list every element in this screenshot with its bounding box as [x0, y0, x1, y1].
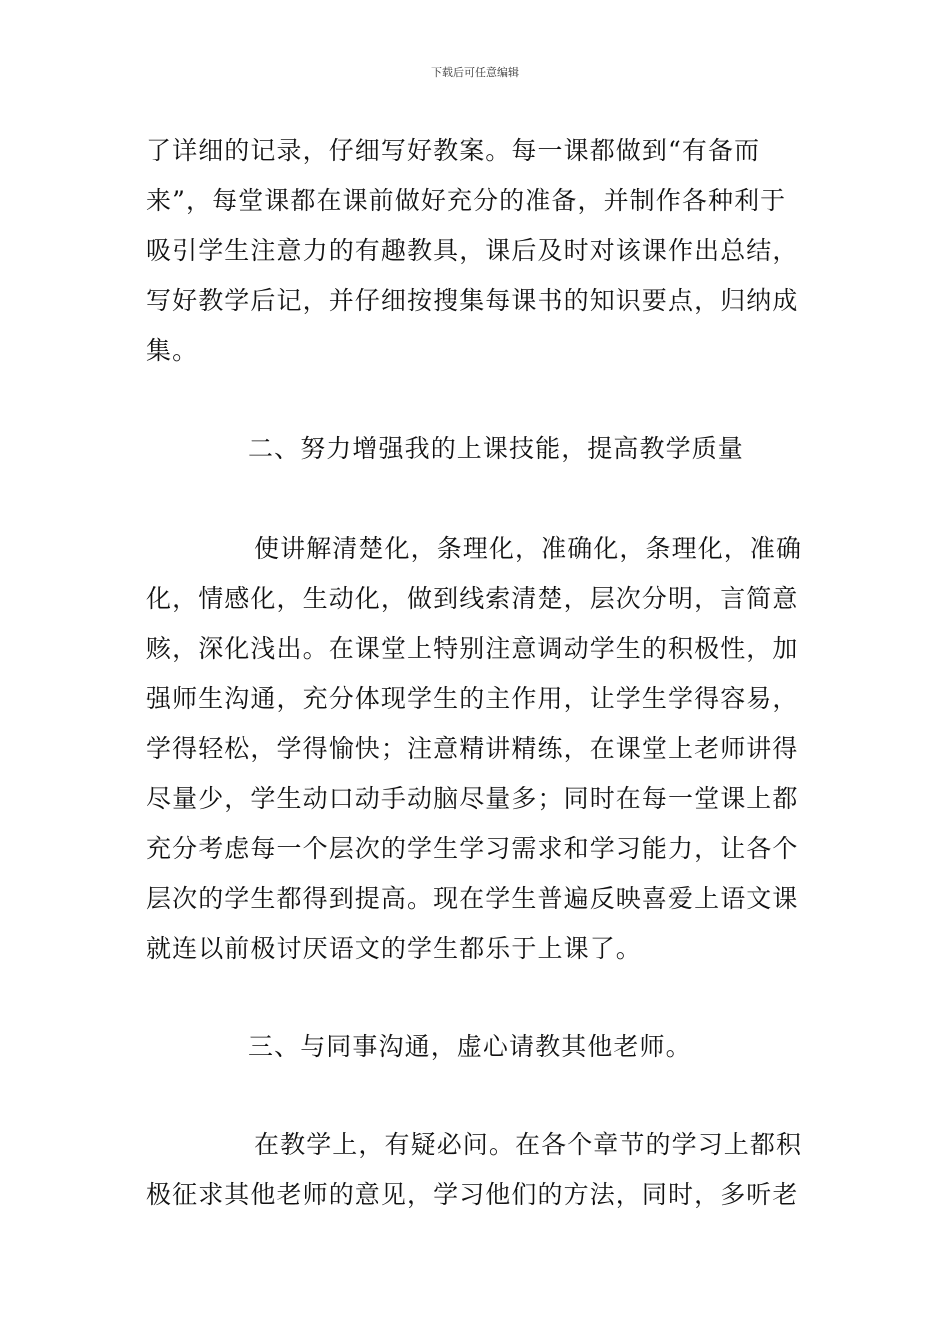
- paragraph-line: 尽量少，学生动口动手动脑尽量多；同时在每一堂课上都: [146, 784, 799, 813]
- paragraph-line: 在教学上，有疑必问。在各个章节的学习上都积: [254, 1130, 803, 1159]
- paragraph-line: 充分考虑每一个层次的学生学习需求和学习能力，让各个: [146, 834, 799, 863]
- paragraph-line: 极征求其他老师的意见，学习他们的方法，同时，多听老: [146, 1180, 799, 1209]
- paragraph-3: [146, 1120, 806, 1220]
- section-heading-3: 三、与同事沟通，虚心请教其他老师。: [248, 1032, 692, 1061]
- paragraph-line: 强师生沟通，充分体现学生的主作用，让学生学得容易，: [146, 684, 799, 713]
- paragraph-line: 赅，深化浅出。在课堂上特别注意调动学生的积极性，加: [146, 634, 799, 663]
- paragraph-line: 吸引学生注意力的有趣教具，课后及时对该课作出总结，: [146, 236, 799, 265]
- section-heading-2: 二、努力增强我的上课技能，提高教学质量: [248, 434, 744, 463]
- paragraph-line: 使讲解清楚化，条理化，准确化，条理化，准确: [254, 534, 803, 563]
- paragraph-line: 集。: [146, 336, 199, 365]
- paragraph-line: 层次的学生都得到提高。现在学生普遍反映喜爱上语文课: [146, 884, 799, 913]
- paragraph-line: 了详细的记录，仔细写好教案。每一课都做到“有备而: [146, 136, 761, 165]
- paragraph-line: 学得轻松，学得愉快；注意精讲精练，在课堂上老师讲得: [146, 734, 799, 763]
- paragraph-line: 就连以前极讨厌语文的学生都乐于上课了。: [146, 934, 642, 963]
- paragraph-2: [146, 524, 806, 974]
- paragraph-1: [146, 126, 806, 376]
- paragraph-line: 写好教学后记，并仔细按搜集每课书的知识要点，归纳成: [146, 286, 799, 315]
- page-header: 下载后可任意编辑: [431, 66, 519, 79]
- paragraph-line: 来”，每堂课都在课前做好充分的准备，并制作各种利于: [146, 186, 787, 215]
- paragraph-line: 化，情感化，生动化，做到线索清楚，层次分明，言简意: [146, 584, 799, 613]
